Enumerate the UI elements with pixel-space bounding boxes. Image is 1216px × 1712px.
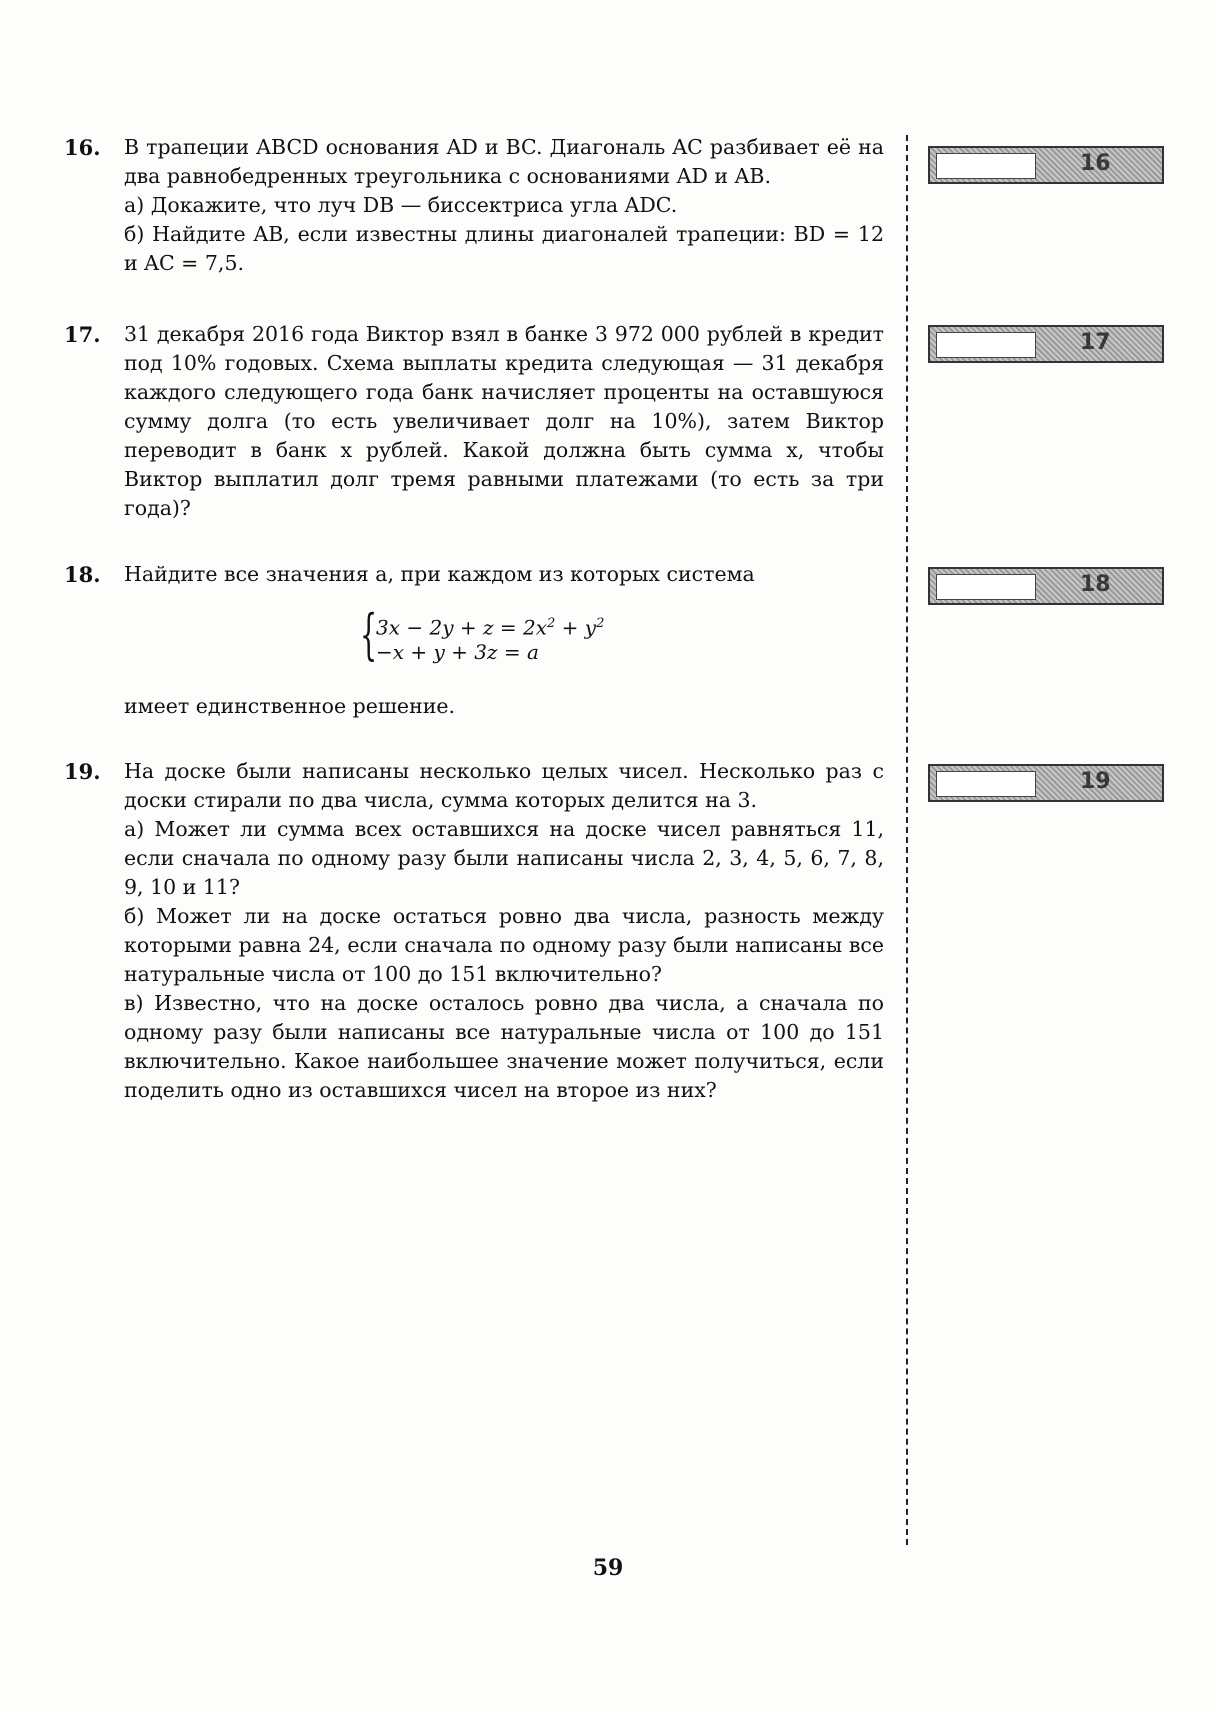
problem-16 xyxy=(64,133,886,278)
answer-box-18 xyxy=(928,567,1164,605)
problem-text xyxy=(124,320,884,523)
problem-part-v: в) Известно, что на доске осталось ровно два числа, а сначала по одному разу были написаны все натуральные числа от 100 до 151 включительно. Какое наибольшее значение может получиться, если поделить одно из оставшихся чисел на второе из них? xyxy=(124,991,884,1102)
answer-field[interactable] xyxy=(936,771,1036,797)
answer-box-19 xyxy=(928,764,1164,802)
problem-text xyxy=(124,560,884,589)
problem-17 xyxy=(64,320,886,523)
answer-box-number: 18 xyxy=(1080,572,1111,597)
problem-18 xyxy=(64,560,886,589)
problem-19 xyxy=(64,757,886,1105)
answer-field[interactable] xyxy=(936,153,1036,179)
equation-2: −x + y + 3z = a xyxy=(376,640,539,664)
answer-field[interactable] xyxy=(936,574,1036,600)
problem-number: 16. xyxy=(64,135,101,160)
answer-box-number: 19 xyxy=(1080,769,1111,794)
system-brace: { xyxy=(360,603,378,666)
problem-part-a: а) Может ли сумма всех оставшихся на доске чисел равняться 11, если сначала по одному разу были написаны числа 2, 3, 4, 5, 6, 7, 8, 9, 10 и 11? xyxy=(124,817,884,899)
problem-statement: 31 декабря 2016 года Виктор взял в банке 3 972 000 рублей в кредит под 10% годовых. Схема выплаты кредита следующая — 31 декабря каждого следующего года банк начисляет проценты на оставшуюся сумму долга (то есть увеличивает долг на 10%), затем Виктор переводит в банк x рублей. Какой должна быть сумма x, чтобы Виктор выплатил долг тремя равными платежами (то есть за три года)? xyxy=(124,322,884,520)
problem-statement: Найдите все значения a, при каждом из которых система xyxy=(124,562,755,586)
problem-text xyxy=(124,757,884,1105)
answer-field[interactable] xyxy=(936,332,1036,358)
dashed-cut-line xyxy=(906,135,908,1545)
problem-part-b: б) Может ли на доске остаться ровно два числа, разность между которыми равна 24, если сначала по одному разу были написаны все натуральные числа от 100 до 151 включительно? xyxy=(124,904,884,986)
problem-number: 19. xyxy=(64,759,101,784)
answer-box-16 xyxy=(928,146,1164,184)
problem-statement: На доске были написаны несколько целых чисел. Несколько раз с доски стирали по два числа, сумма которых делится на 3. xyxy=(124,759,884,812)
answer-box-number: 17 xyxy=(1080,330,1111,355)
problem-part-a: а) Докажите, что луч DB — биссектриса угла ADC. xyxy=(124,193,678,217)
answer-box-17 xyxy=(928,325,1164,363)
answer-box-number: 16 xyxy=(1080,151,1111,176)
page-number: 59 xyxy=(592,1555,624,1581)
problem-part-b: б) Найдите AB, если известны длины диагоналей трапеции: BD = 12 и AC = 7,5. xyxy=(124,222,884,275)
problem-text xyxy=(124,133,884,278)
equation-1: $3x - 2y + z = 2x^2 + y^2$ xyxy=(376,615,605,640)
problem-statement: В трапеции ABCD основания AD и BC. Диагональ AC разбивает её на два равнобедренных треугольника с основаниями AD и AB. xyxy=(124,135,884,188)
problem-number: 18. xyxy=(64,562,101,587)
problem-18-conclusion: имеет единственное решение. xyxy=(124,694,456,718)
problem-number: 17. xyxy=(64,322,101,347)
